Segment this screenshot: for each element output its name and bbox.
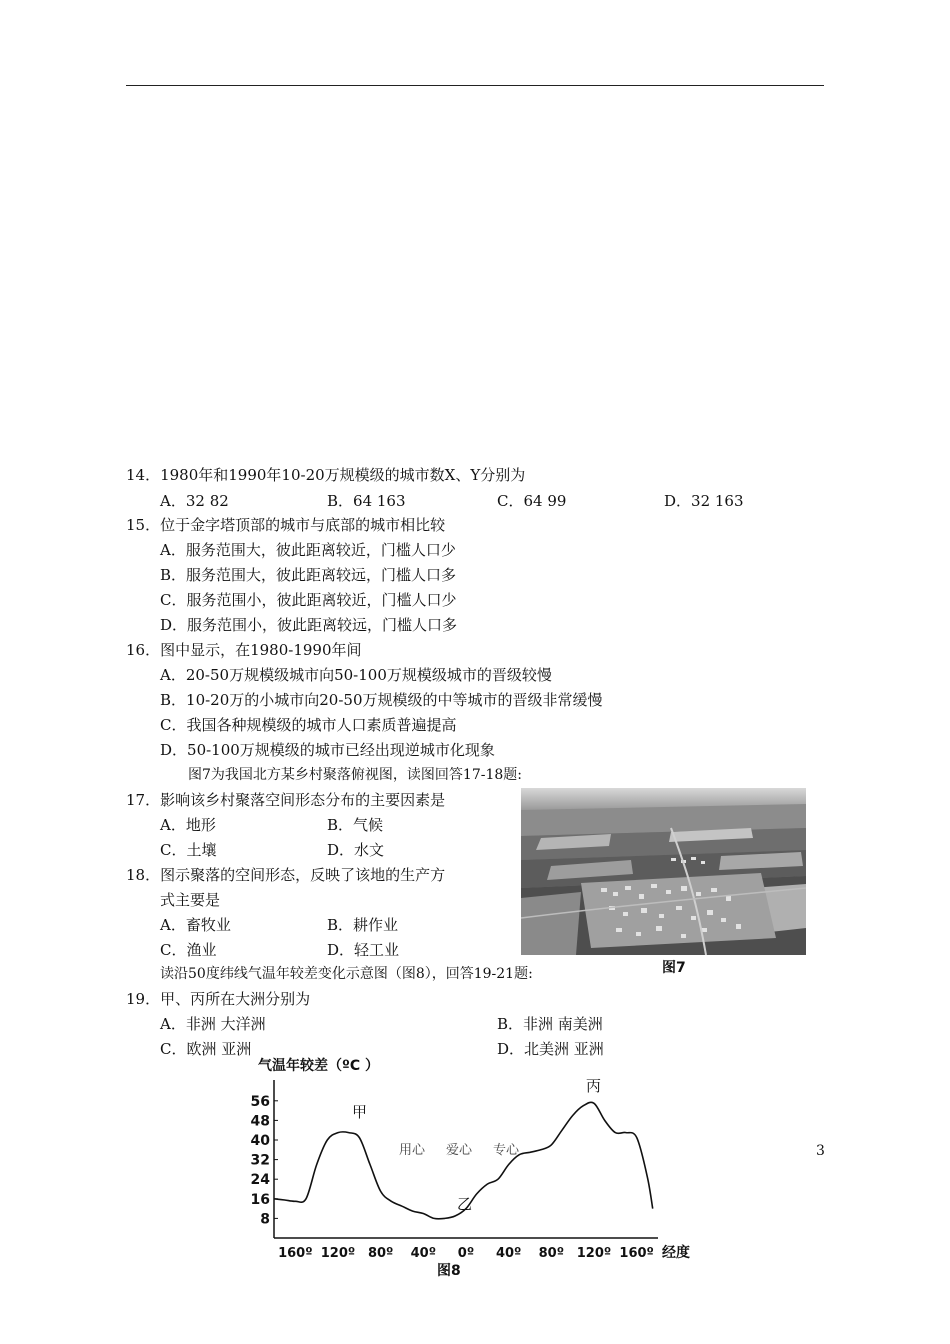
q15-option-a: A．服务范围大，彼此距离较近，门槛人口少 (160, 541, 456, 559)
chart-ylabel: 气温年较差（ºC ） (258, 1058, 380, 1074)
q17-stem: 17．影响该乡村聚落空间形态分布的主要因素是 (126, 791, 446, 809)
q16-stem: 16．图中显示，在1980-1990年间 (126, 641, 362, 659)
q16-option-d: D．50-100万规模级的城市已经出现逆城市化现象 (160, 741, 495, 759)
q18-option-c: C．渔业 (160, 941, 217, 959)
x-tick-label: 40º (410, 1246, 437, 1261)
y-tick-label: 8 (260, 1211, 270, 1228)
q15-option-d: D．服务范围小，彼此距离较远，门槛人口多 (160, 616, 458, 634)
x-tick-label: 40º (495, 1246, 522, 1261)
q15-option-c: C．服务范围小，彼此距离较近，门槛人口少 (160, 591, 457, 609)
x-tick-label: 80º (367, 1246, 394, 1261)
q14-stem: 14．1980年和1990年10-20万规模级的城市数X、Y分别为 (126, 466, 526, 484)
q17-option-b: B．气候 (327, 816, 384, 834)
y-tick-label: 32 (250, 1152, 270, 1169)
q18-option-a: A．畜牧业 (160, 916, 231, 934)
q16-option-b: B．10-20万的小城市向20-50万规模级的中等城市的晋级非常缓慢 (160, 691, 603, 709)
y-tick-label: 48 (250, 1113, 270, 1130)
q19-option-b: B．非洲 南美洲 (497, 1015, 603, 1033)
label-yi: 乙 (457, 1195, 473, 1213)
y-tick-label: 16 (250, 1191, 270, 1208)
x-tick-label: 120º (576, 1246, 612, 1261)
q16-option-c: C．我国各种规模级的城市人口素质普遍提高 (160, 716, 457, 734)
q14-option-d: D．32 163 (664, 492, 744, 510)
page-number: 3 (816, 1143, 825, 1159)
x-tick-label: 0º (457, 1246, 475, 1261)
x-tick-label: 160º (278, 1246, 313, 1261)
q18-option-b: B．耕作业 (327, 916, 399, 934)
q17-option-a: A．地形 (160, 816, 216, 834)
chart-xlabel: 经度 (662, 1245, 690, 1261)
q17-option-d: D．水文 (327, 841, 385, 859)
y-tick-label: 24 (250, 1172, 270, 1189)
intro-19-21: 读沿50度纬线气温年较差变化示意图（图8），回答19-21题: (160, 966, 533, 982)
y-tick-label: 56 (250, 1093, 270, 1110)
q14-option-a: A．32 82 (160, 492, 229, 510)
watermark-2: 爱心 (446, 1143, 473, 1158)
x-tick-label: 120º (320, 1246, 356, 1261)
q16-option-a: A．20-50万规模级城市向50-100万规模级城市的晋级较慢 (160, 666, 552, 684)
header-rule (126, 85, 824, 86)
q19-stem: 19．甲、丙所在大洲分别为 (126, 990, 311, 1008)
intro-17-18: 图7为我国北方某乡村聚落俯视图，读图回答17-18题: (188, 767, 522, 783)
figure8-caption: 图8 (437, 1263, 461, 1279)
q19-option-c: C．欧洲 亚洲 (160, 1040, 252, 1058)
q19-option-a: A．非洲 大洋洲 (160, 1015, 266, 1033)
label-jia: 甲 (352, 1103, 368, 1121)
q18-stem-continued: 式主要是 (160, 891, 221, 909)
temperature-range-chart (248, 1052, 718, 1291)
x-tick-label: 80º (538, 1246, 565, 1261)
y-tick-label: 40 (250, 1133, 270, 1149)
q17-option-c: C．土壤 (160, 841, 217, 859)
watermark-1: 用心 (399, 1143, 426, 1158)
x-tick-label: 160º (619, 1246, 654, 1261)
label-bing: 丙 (586, 1077, 602, 1095)
q18-stem: 18．图示聚落的空间形态，反映了该地的生产方 (126, 866, 446, 884)
q14-option-b: B．64 163 (327, 492, 406, 510)
figure7-caption: 图7 (662, 960, 686, 976)
watermark-3: 专心 (493, 1143, 520, 1158)
village-aerial-photo (521, 788, 806, 955)
q18-option-d: D．轻工业 (327, 941, 400, 959)
q15-option-b: B．服务范围大，彼此距离较远，门槛人口多 (160, 566, 457, 584)
q15-stem: 15．位于金字塔顶部的城市与底部的城市相比较 (126, 516, 446, 534)
q19-option-d: D．北美洲 亚洲 (497, 1040, 604, 1058)
q14-option-c: C．64 99 (497, 492, 567, 510)
